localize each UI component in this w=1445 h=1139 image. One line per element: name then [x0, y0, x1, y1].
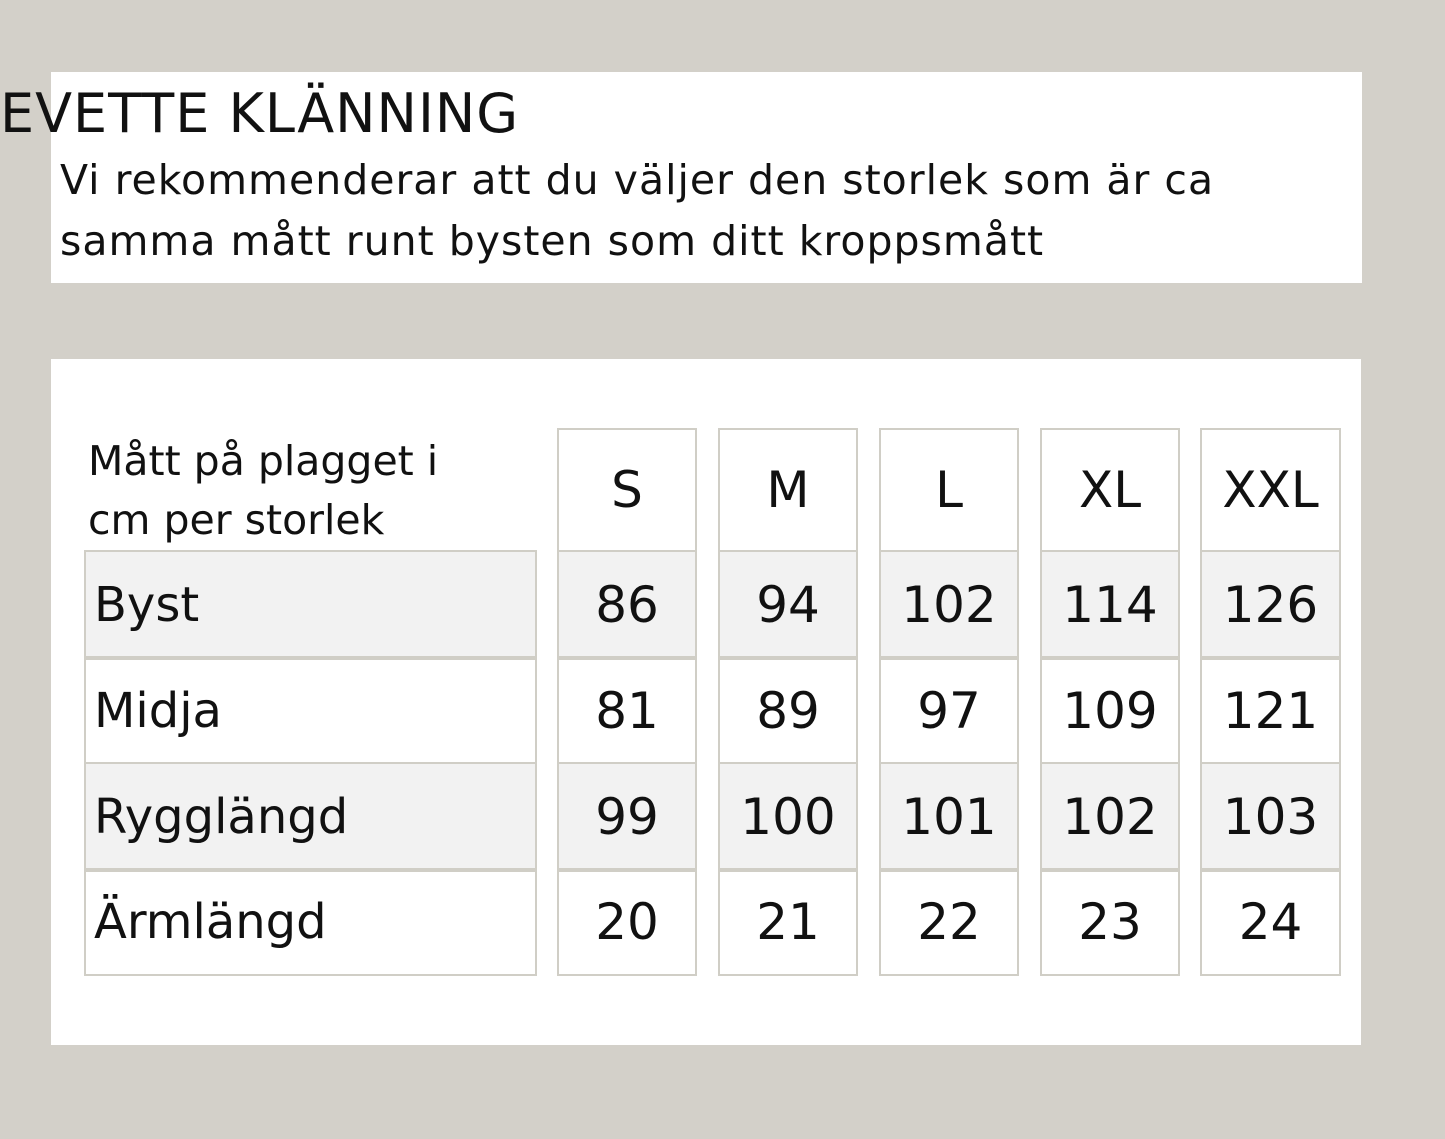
row-label-midja: Midja	[84, 656, 537, 766]
cell-byst-xl: 114	[1040, 550, 1180, 660]
cell-rygglangd-xl: 102	[1040, 762, 1180, 872]
corner-label-line-2: cm per storlek	[88, 496, 385, 544]
cell-midja-m: 89	[718, 656, 858, 766]
subtitle-line-1: Vi rekommenderar att du väljer den storlek som är ca	[60, 156, 1215, 204]
size-header-m: M	[718, 428, 858, 552]
cell-rygglangd-m: 100	[718, 762, 858, 872]
table-corner-label	[88, 432, 528, 550]
subtitle	[60, 150, 1385, 272]
cell-rygglangd-s: 99	[557, 762, 697, 872]
cell-armlangd-xxl: 24	[1200, 868, 1341, 976]
cell-armlangd-s: 20	[557, 868, 697, 976]
cell-midja-xxl: 121	[1200, 656, 1341, 766]
cell-byst-xxl: 126	[1200, 550, 1341, 660]
corner-label-line-1: Mått på plagget i	[88, 437, 439, 485]
cell-byst-m: 94	[718, 550, 858, 660]
size-header-xl: XL	[1040, 428, 1180, 552]
cell-midja-l: 97	[879, 656, 1019, 766]
cell-armlangd-xl: 23	[1040, 868, 1180, 976]
row-label-byst: Byst	[84, 550, 537, 660]
cell-midja-s: 81	[557, 656, 697, 766]
size-header-s: S	[557, 428, 697, 552]
cell-byst-s: 86	[557, 550, 697, 660]
subtitle-line-2: samma mått runt bysten som ditt kroppsmått	[60, 217, 1045, 265]
size-header-l: L	[879, 428, 1019, 552]
row-label-armlangd: Ärmlängd	[84, 868, 537, 976]
size-header-xxl: XXL	[1200, 428, 1341, 552]
cell-armlangd-m: 21	[718, 868, 858, 976]
page-title: EVETTE KLÄNNING	[0, 82, 520, 145]
cell-midja-xl: 109	[1040, 656, 1180, 766]
row-label-rygglangd: Rygglängd	[84, 762, 537, 872]
cell-rygglangd-xxl: 103	[1200, 762, 1341, 872]
cell-byst-l: 102	[879, 550, 1019, 660]
cell-rygglangd-l: 101	[879, 762, 1019, 872]
cell-armlangd-l: 22	[879, 868, 1019, 976]
